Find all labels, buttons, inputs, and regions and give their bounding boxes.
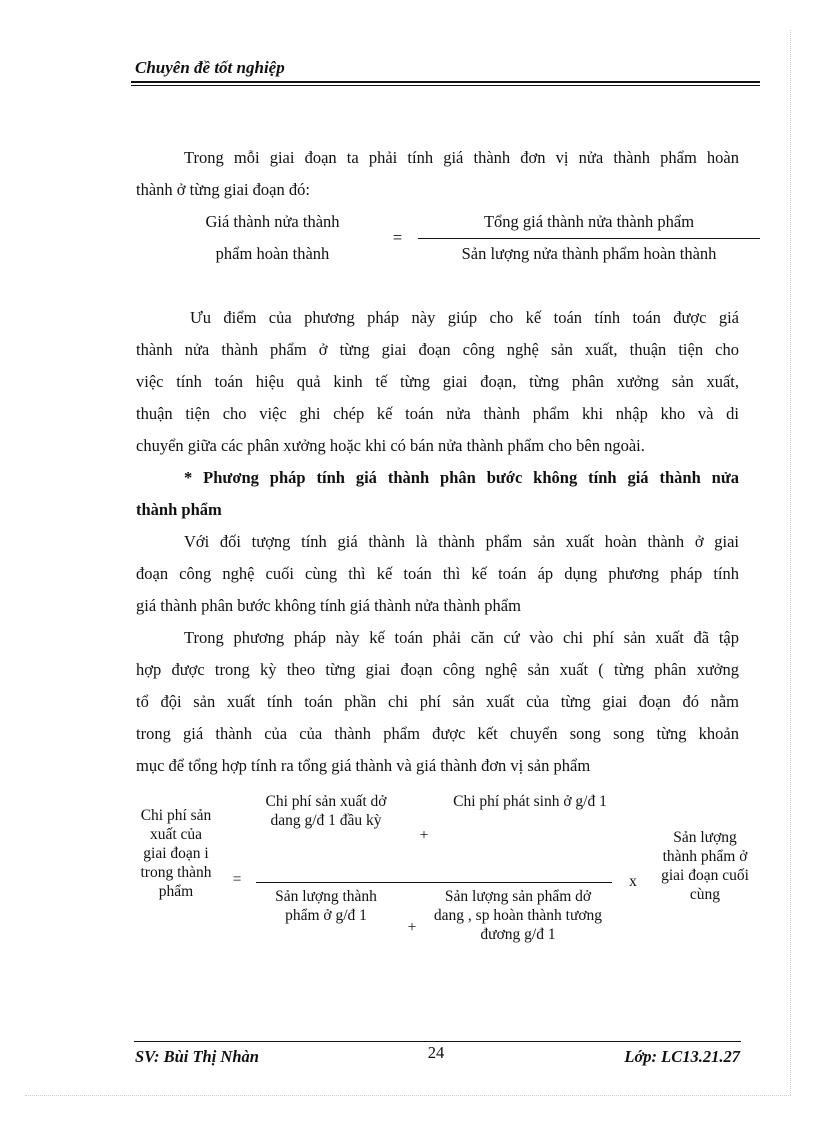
para4-line: Trong phương pháp này kế toán phải căn cứ vào chi phí sản xuất đã tập	[184, 628, 739, 647]
formula1-denominator: Sản lượng nửa thành phẩm hoàn thành	[461, 244, 717, 263]
page-number: 24	[427, 1043, 445, 1062]
header-rule-thin	[131, 85, 760, 86]
para2-line: việc tính toán hiệu quả kinh tế từng giai đoạn, từng phân xưởng sản xuất,	[136, 372, 739, 391]
para3-line: đoạn công nghệ cuối cùng thì kế toán thì kế toán áp dụng phương pháp tính	[136, 564, 739, 583]
formula2-lhs: Chi phí sản xuất của giai đoạn i trong thành phẩm	[140, 807, 212, 900]
formula2-den-b: Sản lượng sản phẩm dở dang , sp hoàn thành tương đương g/đ 1	[433, 888, 603, 943]
para3-line: giá thành phân bước không tính giá thành nửa thành phẩm	[136, 596, 521, 615]
formula1-equals: =	[392, 228, 403, 247]
para4-line: tổ đội sản xuất tính toán phần chi phí sản xuất của từng giai đoạn đó nằm	[136, 692, 739, 711]
formula1-fraction-bar	[418, 238, 760, 239]
formula2-num-plus: +	[419, 827, 429, 844]
para4-line: trong giá thành của của thành phẩm được kết chuyển song song từng khoản	[136, 724, 739, 743]
section-heading: thành phẩm	[136, 500, 222, 519]
formula2-fraction-bar	[256, 882, 612, 883]
para1-line: thành ở từng giai đoạn đó:	[136, 180, 310, 199]
footer-student: SV: Bùi Thị Nhàn	[135, 1047, 259, 1066]
formula2-num-a: Chi phí sản xuất dở dang g/đ 1 đầu kỳ	[265, 793, 387, 829]
formula2-den-a: Sản lượng thành phẩm ở g/đ 1	[275, 888, 377, 924]
formula2-den-plus: +	[407, 919, 417, 936]
formula2-times: x	[629, 873, 637, 890]
header-title: Chuyên đề tốt nghiệp	[135, 58, 285, 77]
para4-line: mục để tổng hợp tính ra tổng giá thành và giá thành đơn vị sản phẩm	[136, 756, 591, 775]
para2-line: Ưu điểm của phương pháp này giúp cho kế toán tính toán được giá	[190, 308, 739, 327]
formula2-num-b: Chi phí phát sinh ở g/đ 1	[453, 793, 607, 810]
para4-line: hợp được trong kỳ theo từng giai đoạn công nghệ sản xuất ( từng phân xưởng	[136, 660, 739, 679]
formula1-lhs: phẩm hoàn thành	[215, 244, 330, 263]
header-rule-thick	[131, 81, 760, 83]
page-border-dotted	[25, 1095, 791, 1096]
para2-line: thuận tiện cho việc ghi chép kế toán nửa thành phẩm khi nhập kho và di	[136, 404, 739, 423]
section-heading: * Phương pháp tính giá thành phân bước không tính giá thành nửa	[184, 468, 739, 487]
page-border-dotted	[790, 30, 791, 1095]
formula1-numerator: Tổng giá thành nửa thành phẩm	[483, 212, 695, 231]
footer-class: Lớp: LC13.21.27	[624, 1047, 740, 1066]
formula2-equals: =	[232, 871, 242, 888]
para2-line: chuyển giữa các phân xưởng hoặc khi có bán nửa thành phẩm cho bên ngoài.	[136, 436, 645, 455]
para1-line: Trong mỗi giai đoạn ta phải tính giá thành đơn vị nửa thành phẩm hoàn	[184, 148, 739, 167]
formula2-rhs: Sản lượng thành phẩm ở giai đoạn cuối cùng	[661, 829, 749, 903]
footer-rule	[134, 1041, 741, 1042]
para2-line: thành nửa thành phẩm ở từng giai đoạn công nghệ sản xuất, thuận tiện cho	[136, 340, 739, 359]
formula1-lhs: Giá thành nửa thành	[205, 212, 340, 231]
para3-line: Với đối tượng tính giá thành là thành phẩm sản xuất hoàn thành ở giai	[184, 532, 739, 551]
